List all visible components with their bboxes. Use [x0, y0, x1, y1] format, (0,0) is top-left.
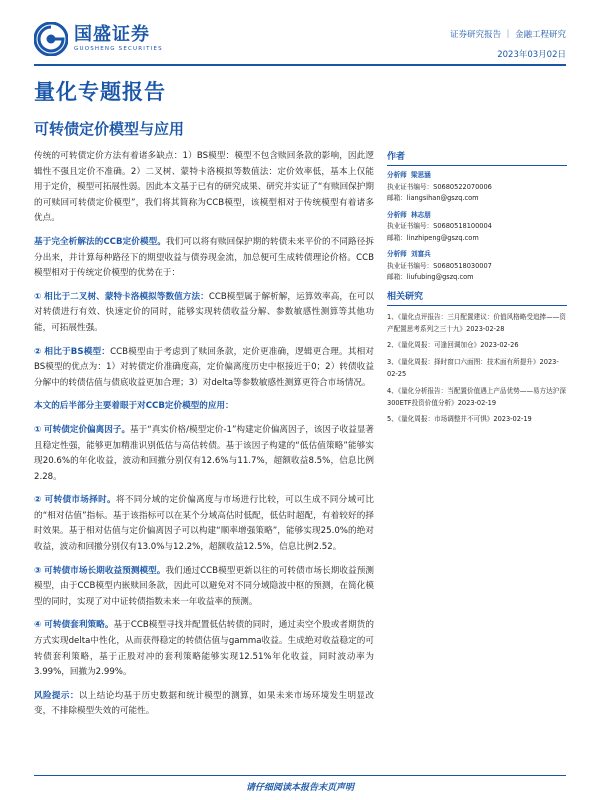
report-body [34, 149, 374, 728]
paragraph-lead: 相比于二叉树、蒙特卡洛模拟等数值方法： [44, 291, 209, 302]
bullet-number: ② [34, 346, 42, 357]
paragraph-text: 基于CCB模型寻找并配置低估转债的同时，通过卖空个股或者期货的方式实现delta中性化，从而获得稳定的转债估值与gamma收益。生成绝对收益稳定的可转债套利策略，基于正股对冲的套利策略能够实现12.51%年化收益，同时波动率为3.99%，回撤为2.99%。 [34, 620, 375, 678]
email-label: 邮箱： [387, 273, 407, 281]
email-label: 邮箱： [387, 233, 407, 242]
bullet-number: ② [34, 495, 42, 506]
related-report-link[interactable]: 4、《量化分析报告：当配置价值遇上产品优势——易方达沪深300ETF投资价值分析》2023-02-19 [387, 386, 566, 407]
report-date: 2023年03月02日 [497, 50, 566, 60]
authors-heading: 作者 [387, 149, 567, 166]
analyst-role: 分析师 [387, 210, 407, 219]
email-label: 邮箱： [387, 194, 407, 202]
sidebar [387, 149, 567, 430]
bullet-number: ④ [34, 620, 42, 631]
analyst-name: 刘富兵 [410, 250, 431, 258]
paragraph-lead: 可转债市场长期收益预测模型。 [44, 565, 166, 576]
cert-label: 执业证书编号： [387, 222, 434, 230]
paragraph-lead: 可转债套利策略。 [44, 620, 114, 631]
paragraph-application-1 [34, 423, 374, 485]
paragraph-text: 将不同分域的定价偏离度与市场进行比较，可以生成不同分域可比的“相对估值”指标。基于该指标可以在某个分域高估时低配，低估时超配，有着较好的择时效果。基于相对估值与定价偏离因子可以构建“顺率增强策略”，能够实现25.0%的绝对收益，波动和回撤分别仅有13.0%与12.2%，超额收益12.5%，信息比例2.52。 [34, 495, 374, 553]
analyst-role: 分析师 [387, 250, 407, 258]
paragraph-text: 我们可以将有赎回保护期的转债未来平价的不同路径拆分出来，并计算每种路径下的期望收益与债券现金流，加总便可生成转债理论价格。CCB模型相对于传统定价模型的优势在于： [34, 236, 374, 279]
email-link[interactable]: liangsihan@gszq.com [406, 194, 479, 202]
brand-name-cn: 国盛证券 [74, 24, 150, 45]
report-category: 证券研究报告 ｜ 金融工程研究 [450, 30, 566, 40]
risk-text: 以上结论均基于历史数据和统计模型的测算，如果未来市场环境发生明显改变，不排除模型失效的可能性。 [34, 690, 374, 717]
bullet-number: ① [34, 291, 42, 302]
email-link[interactable]: liufubing@gszq.com [406, 273, 474, 281]
brand-name-en: GUOSHENG SECURITIES [74, 46, 163, 52]
paragraph-text: 基于“真实价格/模型定价-1”构建定价偏离因子，该因子收益显著且稳定性强，能够更加精准识别低估与高估转债。基于该因子构建的“低估值策略”能够实现20.6%的年化收益，波动和回撤分别仅有12.6%与11.7%，超额收益8.5%，信息比例2.28。 [34, 424, 375, 482]
footer-disclaimer: 请仔细阅读本报告末页声明 [245, 783, 354, 793]
paragraph-advantage-1 [34, 290, 374, 337]
cert-number: S0680518030007 [433, 261, 492, 270]
brand-logo [34, 22, 163, 56]
header-divider [34, 64, 566, 66]
footer-divider [34, 775, 566, 776]
report-subtitle: 可转债定价模型与应用 [34, 120, 185, 138]
email-link[interactable]: linzhipeng@gszq.com [406, 233, 479, 242]
paragraph-risk-warning [34, 689, 374, 720]
paragraph-lead: 基于完全析解法的CCB定价模型。 [34, 236, 166, 247]
paragraph-lead: 可转债定价偏离因子。 [44, 424, 131, 435]
paragraph-lead: 相比于BS模型： [44, 346, 111, 357]
bullet-number: ③ [34, 565, 42, 576]
paragraph-intro: 传统的可转债定价方法有着诸多缺点：1）BS模型：模型不包含赎回条款的影响，因此逻辑性不强且定价不准确。2）二叉树、蒙特卡洛模拟等数值法：定价效率低，基本上仅能用于定价，模型可拓展性弱。因此本文基于已有的研究成果、研究并实证了“有赎回保护期的可赎回可转债定价模型”，我们将其简称为CCB模型，该模型相对于传统模型有着诸多优点。 [34, 151, 374, 224]
cert-number: S0680522070006 [433, 182, 492, 191]
paragraph-application-4 [34, 618, 374, 680]
paragraph-applications-heading: 本文的后半部分主要着眼于对CCB定价模型的应用： [34, 401, 234, 412]
cert-label: 执业证书编号： [387, 261, 434, 270]
page-title: 量化专题报告 [34, 80, 166, 104]
paragraph-text: CCB模型属于解析解，运算效率高，在可以对转债进行有效、快速定价的同时，能够实现转债收益分解、参数敏感性测算等其他功能，可拓展性强。 [34, 291, 375, 333]
report-meta [450, 28, 566, 60]
analyst-name: 林志朋 [410, 210, 431, 219]
analyst-name: 梁思涵 [410, 171, 431, 179]
paragraph-lead: 可转债市场择时。 [44, 495, 116, 506]
related-research-heading: 相关研究 [387, 289, 567, 306]
paragraph-advantage-2 [34, 345, 374, 392]
cert-number: S0680518100004 [433, 222, 492, 230]
bullet-number: ① [34, 424, 42, 435]
paragraph-text: 我们通过CCB模型更新以往的可转债市场长期收益预测模型，由于CCB模型内嵌赎回条款，因此可以避免对不同分域隐波中枢的预测，在简化模型的同时，实现了对中证转债指数未来一年收益率的预测。 [34, 565, 375, 607]
related-report-link[interactable]: 3、《量化周报：择时窗口六面图：技术面有所提升》2023-02-25 [387, 357, 559, 379]
paragraph-application-2 [34, 493, 374, 555]
paragraph-text: CCB模型由于考虑到了赎回条款，定价更准确，逻辑更合理。其相对BS模型的优点为：1）对转债定价准确度高，定价偏离度历史中枢接近于0；2）转债收益分解中的转债估值与债底收益更加合理；3）对delta等参数敏感性测算更符合市场情况。 [34, 346, 375, 388]
guosheng-logo-icon [34, 22, 68, 56]
cert-label: 执业证书编号： [387, 182, 434, 191]
related-report-link[interactable]: 1、《量化点评报告：三月配置建议：价值风格略受追捧——资产配置思考系列之三十九》2023-02-28 [387, 312, 566, 333]
analyst-card [387, 170, 567, 205]
paragraph-application-3 [34, 564, 374, 611]
risk-lead: 风险提示： [34, 690, 79, 701]
analyst-card [387, 210, 567, 245]
related-report-link[interactable]: 5、《量化周报：市场调整并不可惧》2023-02-19 [387, 415, 532, 424]
analyst-card [387, 249, 567, 284]
paragraph-ccb-model [34, 235, 374, 282]
related-report-link[interactable]: 2、《量化周报：可逢回调加仓》2023-02-26 [387, 341, 519, 350]
analyst-role: 分析师 [387, 171, 407, 179]
